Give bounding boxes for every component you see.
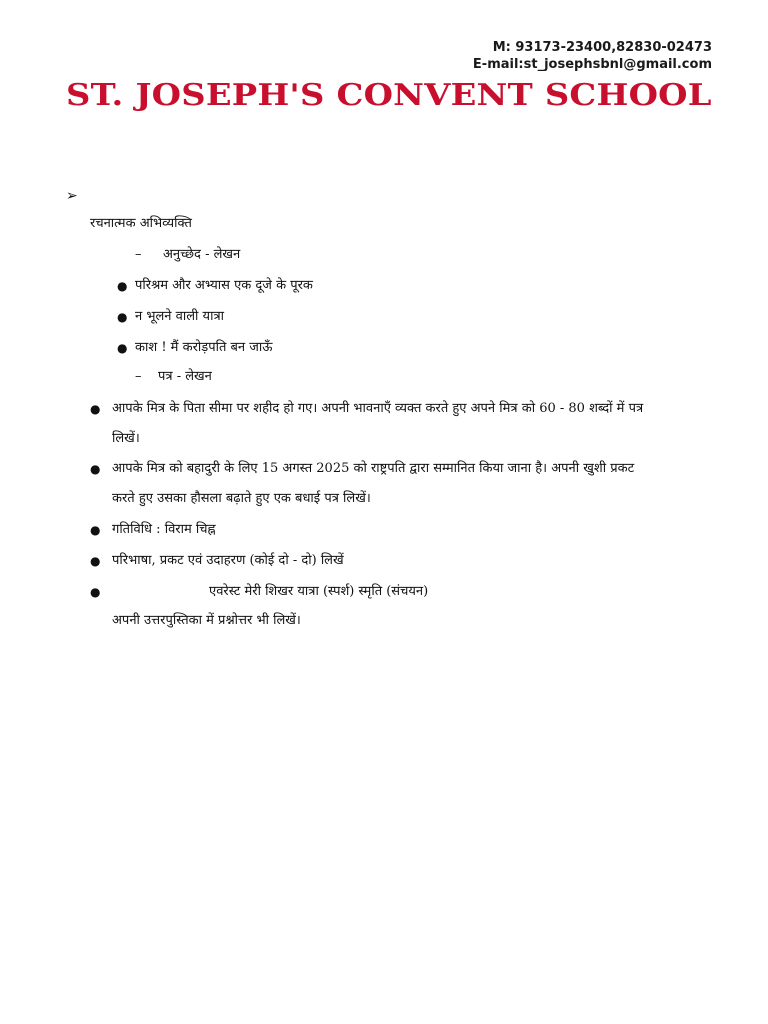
activity-item: गतिविधि : विराम चिह्न xyxy=(112,522,216,537)
bullet-icon: ● xyxy=(90,402,101,416)
bullet-icon: ● xyxy=(117,341,128,355)
letter-topic-1-line-2: लिखें। xyxy=(112,431,140,446)
paragraph-topic-1: परिश्रम और अभ्यास एक दूजे के पूरक xyxy=(135,278,313,293)
instruction-text: अपनी उत्तरपुस्तिका में प्रश्नोत्तर भी लिखें। xyxy=(112,613,301,628)
school-name: ST. JOSEPH'S CONVENT SCHOOL xyxy=(66,78,712,113)
bullet-icon: ● xyxy=(90,523,101,537)
bullet-icon: ● xyxy=(90,462,101,476)
definition-item: परिभाषा, प्रकट एवं उदाहरण (कोई दो - दो) लिखें xyxy=(112,553,344,568)
bullet-icon: ● xyxy=(117,279,128,293)
chapter-item: एवरेस्ट मेरी शिखर यात्रा (स्पर्श) स्मृति (संचयन) xyxy=(209,584,429,599)
contact-email: E-mail:st_josephsbnl@gmail.com xyxy=(472,57,712,72)
contact-phone: M: 93173-23400,82830-02473 xyxy=(492,40,712,55)
paragraph-topic-3: काश ! मैं करोड़पति बन जाऊँ xyxy=(135,340,273,355)
bullet-icon: ● xyxy=(90,585,101,599)
section-title: रचनात्मक अभिव्यक्ति xyxy=(90,216,192,231)
dash-marker: – xyxy=(135,369,142,384)
bullet-icon: ● xyxy=(90,554,101,568)
letter-topic-2-line-2: करते हुए उसका हौसला बढ़ाते हुए एक बधाई पत्र लिखें। xyxy=(112,491,371,506)
letter-writing-heading: पत्र - लेखन xyxy=(158,369,212,384)
arrow-bullet-icon: ➢ xyxy=(66,188,78,204)
letter-topic-1-line-1: आपके मित्र के पिता सीमा पर शहीद हो गए। अपनी भावनाएँ व्यक्त करते हुए अपने मित्र को 60 - 80 शब्दों में पत्र xyxy=(112,401,644,416)
dash-marker: – xyxy=(135,247,142,262)
paragraph-topic-2: न भूलने वाली यात्रा xyxy=(135,309,225,324)
bullet-icon: ● xyxy=(117,310,128,324)
letter-topic-2-line-1: आपके मित्र को बहादुरी के लिए 15 अगस्त 2025 को राष्ट्रपति द्वारा सम्मानित किया जाना है। अपनी खुशी प्रकट xyxy=(112,461,635,476)
paragraph-writing-heading: अनुच्छेद - लेखन xyxy=(163,247,241,262)
